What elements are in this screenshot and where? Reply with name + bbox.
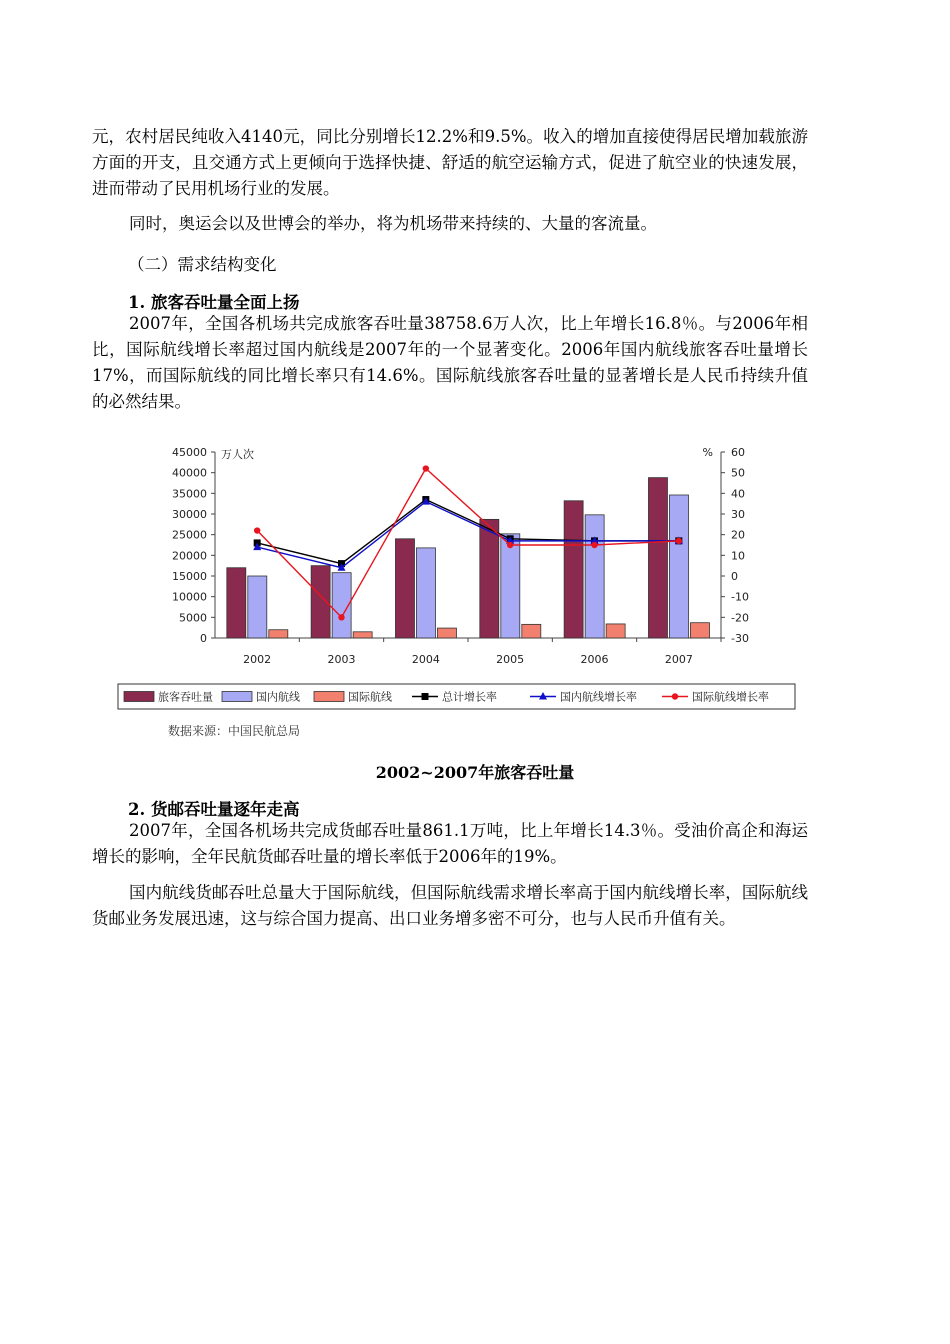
bar (669, 495, 688, 638)
left-tick-label: 5000 (179, 611, 207, 625)
legend-swatch (314, 692, 344, 702)
data-source-note: 数据来源：中国民航总局 (168, 724, 301, 738)
paragraph-cargo-routes: 国内航线货邮吞吐总量大于国际航线，但国际航线需求增长率高于国内航线增长率，国际航线货邮业务发展迅速，这与综合国力提高、出口业务增多密不可分，也与人民币升值有关。 (92, 883, 808, 928)
right-tick-label: 60 (731, 446, 745, 459)
legend-label: 国际航线增长率 (692, 690, 769, 704)
legend-label: 旅客吞吐量 (158, 690, 213, 704)
paragraph-events: 同时，奥运会以及世博会的举办，将为机场带来持续的、大量的客流量。 (129, 214, 657, 233)
legend-label: 国内航线增长率 (560, 690, 637, 704)
bar (690, 623, 709, 638)
right-axis-unit-label: % (702, 446, 713, 459)
x-tick-label: 2004 (411, 653, 440, 666)
series-line (257, 469, 679, 618)
left-tick-label: 15000 (172, 570, 207, 583)
legend-marker (672, 693, 678, 699)
line-point (676, 538, 682, 544)
right-tick-label: -10 (731, 590, 749, 604)
series-line (257, 500, 679, 564)
bar (606, 624, 625, 638)
right-tick-label: 20 (731, 528, 745, 542)
right-tick-label: 10 (731, 549, 745, 563)
right-tick-label: -20 (731, 611, 749, 625)
bar (480, 519, 499, 638)
paragraph-cargo: 2007年，全国各机场共完成货邮吞吐量861.1万吨，比上年增长14.3％。受油价高企和海运增长的影响，全年民航货邮吞吐量的增长率低于2006年的19%。 (92, 821, 808, 866)
legend-swatch (222, 692, 252, 702)
legend-label: 总计增长率 (442, 690, 497, 704)
bar (269, 630, 288, 638)
passenger-throughput-chart (115, 440, 805, 720)
right-tick-label: 40 (731, 487, 745, 501)
left-tick-label: 25000 (172, 528, 207, 542)
x-tick-label: 2002 (243, 653, 272, 666)
chart-legend (118, 684, 795, 709)
bar (353, 632, 372, 638)
x-tick-label: 2003 (327, 653, 356, 666)
bar (585, 515, 604, 638)
x-tick-label: 2005 (496, 653, 525, 666)
line-point (423, 465, 429, 471)
line-point (507, 542, 513, 548)
left-tick-label: 10000 (172, 590, 207, 604)
bar (437, 628, 456, 638)
bar (416, 548, 435, 638)
right-tick-label: -30 (731, 632, 749, 645)
legend-label: 国际航线 (348, 690, 392, 704)
subsection-heading-cargo: 2. 货邮吞吐量逐年走高 (128, 800, 300, 819)
left-tick-label: 35000 (172, 487, 207, 501)
bar (648, 478, 667, 638)
bar (227, 568, 246, 638)
bar (564, 501, 583, 638)
paragraph-passenger: 2007年，全国各机场共完成旅客吞吐量38758.6万人次，比上年增长16.8％。与2006年相比，国际航线增长率超过国内航线是2007年的一个显著变化。2006年国内航线旅客吞吐量增长17%，而国际航线的同比增长率只有14.6%。国际航线旅客吞吐量的显著增长是人民币持续升值的必然结果。 (92, 314, 808, 411)
bar (248, 576, 267, 638)
line-point (591, 542, 597, 548)
section-heading: （二）需求结构变化 (128, 255, 277, 274)
left-tick-label: 45000 (172, 446, 207, 459)
subsection-heading-passenger: 1. 旅客吞吐量全面上扬 (128, 293, 300, 312)
legend-label: 国内航线 (256, 690, 300, 704)
legend-marker (422, 693, 429, 700)
left-tick-label: 0 (200, 632, 207, 645)
line-point (338, 614, 344, 620)
x-tick-label: 2007 (664, 653, 693, 666)
left-tick-label: 30000 (172, 508, 207, 521)
left-tick-label: 40000 (172, 466, 207, 480)
right-tick-label: 0 (731, 570, 738, 583)
bar (395, 539, 414, 638)
bar (522, 624, 541, 638)
line-point (254, 527, 260, 533)
left-tick-label: 20000 (172, 549, 207, 563)
left-axis-unit-label: 万人次 (221, 448, 254, 461)
chart-caption: 2002~2007年旅客吞吐量 (375, 763, 575, 782)
x-tick-label: 2006 (580, 653, 609, 666)
right-tick-label: 30 (731, 508, 745, 521)
right-tick-label: 50 (731, 466, 745, 480)
bar (501, 534, 520, 638)
legend-swatch (124, 692, 154, 702)
paragraph-income: 元，农村居民纯收入4140元，同比分别增长12.2%和9.5%。收入的增加直接使得居民增加载旅游方面的开支，且交通方式上更倾向于选择快捷、舒适的航空运输方式，促进了航空业的快速发展，进而带动了民用机场行业的发展。 (92, 127, 808, 198)
